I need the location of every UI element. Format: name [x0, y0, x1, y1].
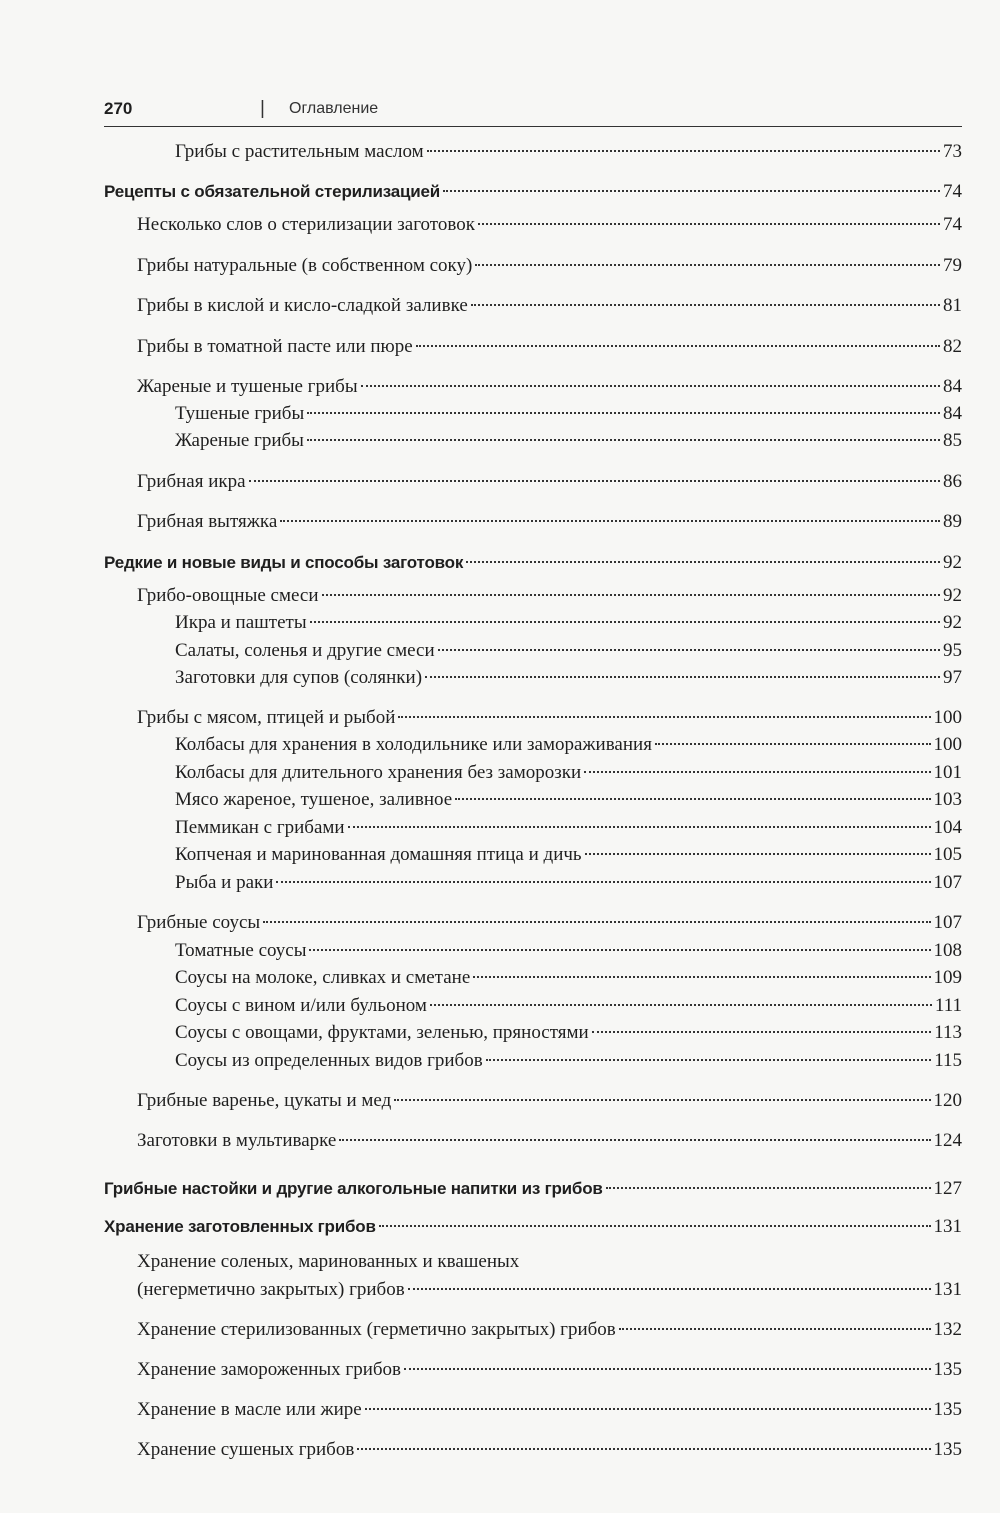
toc-entry-sub	[175, 609, 962, 637]
toc-entry-page: 104	[933, 817, 962, 838]
dot-leader	[606, 1187, 931, 1189]
toc-entry-chapter	[104, 178, 962, 206]
dot-leader	[478, 223, 940, 225]
toc-entry-sub	[175, 937, 962, 965]
toc-entry-label: Салаты, соленья и другие смеси	[175, 640, 435, 661]
toc-entry-sub	[175, 964, 962, 992]
dot-leader	[357, 1448, 930, 1450]
toc-entry-label: Грибы с растительным маслом	[175, 141, 424, 162]
toc-entry-label: Рецепты с обязательной стерилизацией	[104, 182, 441, 201]
toc-entry-section	[137, 1251, 962, 1304]
toc-entry-section	[137, 333, 962, 361]
toc-entry-chapter	[104, 549, 962, 577]
toc-entry-section	[137, 1316, 962, 1344]
dot-leader	[361, 385, 940, 387]
toc-entry-page: 92	[943, 585, 962, 606]
toc-entry-section	[137, 211, 962, 239]
toc-entry-sub	[175, 138, 962, 166]
toc-entry-page: 95	[943, 640, 962, 661]
header-section-title: Оглавление	[289, 100, 379, 117]
toc-entry-label: Жареные грибы	[175, 430, 304, 451]
toc-entry-label: Грибы в кислой и кисло-сладкой заливке	[137, 295, 468, 316]
toc-entry-label: Грибо-овощные смеси	[137, 585, 319, 606]
dot-leader	[443, 190, 940, 192]
toc-entry-label: Грибные настойки и другие алкогольные напитки из грибов	[104, 1179, 603, 1198]
toc-entry-sub	[175, 786, 962, 814]
toc-entry-label: Хранение в масле или жире	[137, 1399, 362, 1420]
toc-entry-sub	[175, 814, 962, 842]
toc-entry-sub	[175, 841, 962, 869]
dot-leader	[365, 1408, 931, 1410]
toc-entry-page: 109	[933, 967, 962, 988]
dot-leader	[584, 771, 930, 773]
toc-entry-sub	[175, 759, 962, 787]
toc-entry-sub	[175, 869, 962, 897]
toc-entry-section	[137, 1396, 962, 1424]
toc-entry-page: 92	[943, 552, 962, 573]
dot-leader	[466, 561, 940, 563]
toc-entry-page: 135	[933, 1439, 962, 1460]
toc-entry-section	[137, 292, 962, 320]
toc-entry-section	[137, 1356, 962, 1384]
toc-entry-sub	[175, 427, 962, 455]
page-number: 270	[104, 99, 133, 118]
toc-entry-label: Несколько слов о стерилизации заготовок	[137, 214, 475, 235]
toc-entry-page: 131	[933, 1279, 962, 1300]
header-separator: |	[260, 98, 265, 119]
toc-entry-label: Соусы с овощами, фруктами, зеленью, пряностями	[175, 1022, 589, 1043]
dot-leader	[471, 304, 940, 306]
dot-leader	[309, 949, 930, 951]
toc-entry-label: Соусы с вином и/или бульоном	[175, 995, 427, 1016]
toc-entry-page: 103	[933, 789, 962, 810]
dot-leader	[408, 1288, 931, 1290]
dot-leader	[398, 716, 930, 718]
toc-entry-label: Грибы в томатной пасте или пюре	[137, 336, 413, 357]
toc-entry-page: 79	[943, 255, 962, 276]
dot-leader	[438, 649, 940, 651]
toc-entry-page: 107	[933, 872, 962, 893]
dot-leader	[348, 826, 931, 828]
toc-entry-label: Колбасы для длительного хранения без заморозки	[175, 762, 582, 783]
dot-leader	[592, 1031, 931, 1033]
toc-entry-section	[137, 1436, 962, 1464]
dot-leader	[310, 621, 940, 623]
toc-entry-label: Мясо жареное, тушеное, заливное	[175, 789, 453, 810]
toc-entry-label: Заготовки для супов (солянки)	[175, 667, 423, 688]
toc-entry-label: Соусы из определенных видов грибов	[175, 1050, 483, 1071]
dot-leader	[475, 264, 940, 266]
dot-leader	[394, 1099, 930, 1101]
toc-entry-section	[137, 704, 962, 732]
toc-entry-label: Рыба и раки	[175, 872, 274, 893]
toc-entry-page: 135	[933, 1399, 962, 1420]
toc-entry-label: Жареные и тушеные грибы	[137, 376, 358, 397]
toc-entry-page: 86	[943, 471, 962, 492]
toc-entry-section	[137, 582, 962, 610]
dot-leader	[430, 1004, 932, 1006]
toc-entry-sub	[175, 400, 962, 428]
toc-entry-page: 84	[943, 403, 962, 424]
toc-entry-page: 131	[933, 1216, 962, 1237]
toc-entry-page: 89	[943, 511, 962, 532]
toc-entry-label: Грибная вытяжка	[137, 511, 278, 532]
toc-entry-section	[137, 1087, 962, 1115]
toc-entry-page: 127	[933, 1178, 962, 1199]
dot-leader	[404, 1368, 930, 1370]
toc-entry-page: 107	[933, 912, 962, 933]
dot-leader	[249, 480, 940, 482]
toc-entry-page: 100	[933, 707, 962, 728]
dot-leader	[427, 150, 940, 152]
dot-leader	[339, 1139, 930, 1141]
toc-entry-page: 115	[934, 1050, 962, 1071]
toc-entry-label: Хранение стерилизованных (герметично закрытых) грибов	[137, 1319, 616, 1340]
dot-leader	[455, 798, 930, 800]
dot-leader	[322, 594, 940, 596]
toc-entry-section	[137, 252, 962, 280]
toc-entry-page: 85	[943, 430, 962, 451]
toc-entry-page: 74	[943, 214, 962, 235]
toc-entry-page: 84	[943, 376, 962, 397]
toc-entry-label: Пеммикан с грибами	[175, 817, 345, 838]
toc-entry-label: Грибная икра	[137, 471, 246, 492]
toc-entry-page: 82	[943, 336, 962, 357]
toc-entry-page: 124	[933, 1130, 962, 1151]
toc-entry-page: 100	[933, 734, 962, 755]
dot-leader	[379, 1225, 931, 1227]
toc-entry-label: Колбасы для хранения в холодильнике или замораживания	[175, 734, 652, 755]
dot-leader	[425, 676, 940, 678]
toc-entry-page: 97	[943, 667, 962, 688]
toc-entry-section	[137, 909, 962, 937]
toc-entry-label: Грибные соусы	[137, 912, 261, 933]
toc-entry-chapter	[104, 1213, 962, 1241]
dot-leader	[307, 439, 940, 441]
toc-entry-label: Хранение замороженных грибов	[137, 1359, 402, 1380]
toc-entry-section	[137, 468, 962, 496]
toc-entry-section	[137, 1127, 962, 1155]
toc-entry-page: 111	[934, 995, 962, 1016]
toc-entry-label: Соусы на молоке, сливках и сметане	[175, 967, 471, 988]
dot-leader	[585, 853, 931, 855]
dot-leader	[655, 743, 931, 745]
dot-leader	[619, 1328, 931, 1330]
toc-entry-sub	[175, 731, 962, 759]
toc-entry-section	[137, 508, 962, 536]
toc-entry-label-line1: Хранение соленых, маринованных и квашеных	[137, 1251, 520, 1272]
toc-entry-label: Грибные варенье, цукаты и мед	[137, 1090, 392, 1111]
dot-leader	[263, 921, 930, 923]
toc-entry-label: Копченая и маринованная домашняя птица и дичь	[175, 844, 582, 865]
dot-leader	[486, 1059, 932, 1061]
toc-entry-sub	[175, 1019, 962, 1047]
dot-leader	[276, 881, 930, 883]
toc-entry-sub	[175, 1047, 962, 1075]
toc-entry-page: 81	[943, 295, 962, 316]
dot-leader	[416, 345, 940, 347]
toc-entry-page: 105	[933, 844, 962, 865]
toc-entry-label: Грибы натуральные (в собственном соку)	[137, 255, 473, 276]
toc-entry-label: Грибы с мясом, птицей и рыбой	[137, 707, 396, 728]
toc-entry-label: Тушеные грибы	[175, 403, 305, 424]
toc-entry-section	[137, 373, 962, 401]
toc-entry-page: 132	[933, 1319, 962, 1340]
toc-entry-sub	[175, 664, 962, 692]
toc-entry-sub	[175, 637, 962, 665]
toc-entry-sub	[175, 992, 962, 1020]
dot-leader	[473, 976, 930, 978]
toc-entry-page: 101	[933, 762, 962, 783]
toc-entry-label: Хранение сушеных грибов	[137, 1439, 355, 1460]
toc-entry-label: (негерметично закрытых) грибов	[137, 1279, 405, 1300]
toc-entry-chapter	[104, 1175, 962, 1203]
toc-entry-label: Заготовки в мультиварке	[137, 1130, 337, 1151]
toc-entry-page: 135	[933, 1359, 962, 1380]
dot-leader	[307, 412, 940, 414]
toc-entry-page: 74	[943, 181, 962, 202]
toc-entry-page: 73	[943, 141, 962, 162]
toc-entry-page: 92	[943, 612, 962, 633]
toc-entry-page: 108	[933, 940, 962, 961]
toc-entry-page: 113	[934, 1022, 962, 1043]
toc-entry-label: Томатные соусы	[175, 940, 307, 961]
dot-leader	[280, 520, 940, 522]
toc-entry-label: Икра и паштеты	[175, 612, 307, 633]
toc-entry-label: Хранение заготовленных грибов	[104, 1217, 376, 1236]
toc-entry-page: 120	[933, 1090, 962, 1111]
toc-entry-label: Редкие и новые виды и способы заготовок	[104, 553, 464, 572]
